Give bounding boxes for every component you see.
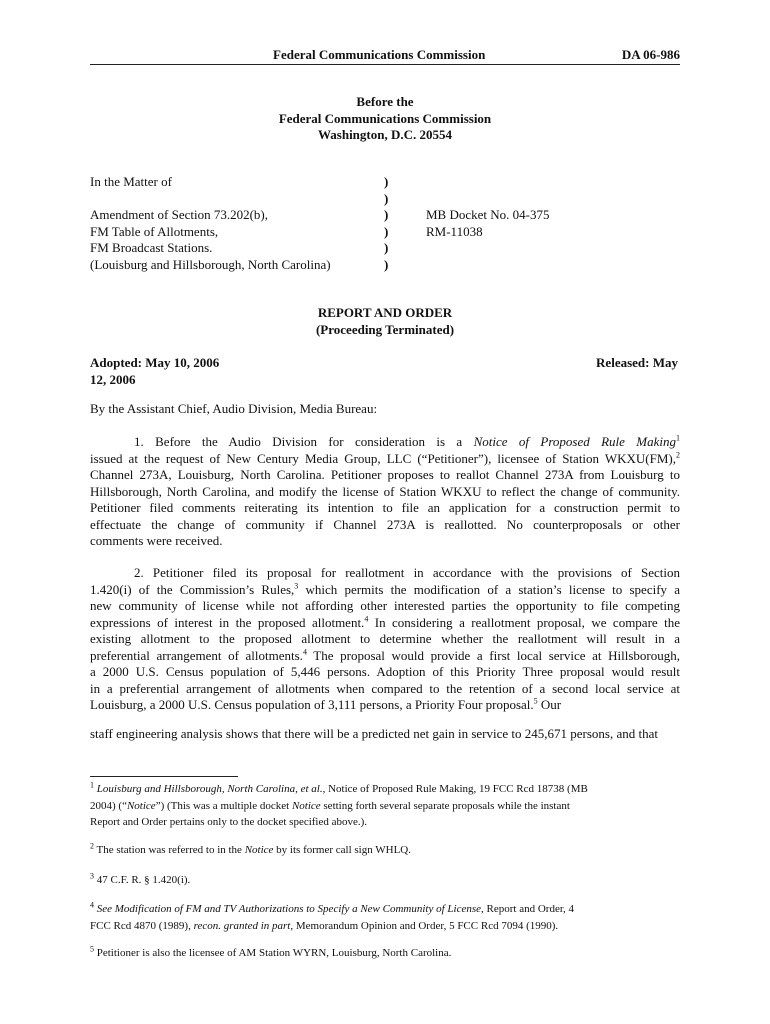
p2-line: new community of license while not affording other interested parties the opportunity to file competing	[90, 598, 680, 613]
p2-line: in a preferential arrangement of allotments when compared to the retention of a second local service at	[90, 680, 680, 696]
p2-line	[90, 615, 680, 632]
title-block	[90, 94, 680, 144]
header-doc-number: DA 06-986	[621, 47, 680, 62]
fn4-text: FCC Rcd 4870 (1989),	[90, 919, 194, 932]
p1-line	[90, 451, 680, 468]
continuation-line: staff engineering analysis shows that there will be a predicted net gain in service to 245,671 persons, and that	[90, 726, 658, 741]
footnote-ref[interactable]: 4	[364, 614, 369, 624]
fn2-line	[90, 842, 680, 859]
fn1-text: 2004) (“	[90, 799, 127, 812]
footnote-ref[interactable]: 1	[676, 433, 681, 443]
p2-text: expressions of interest in the proposed allotment.	[90, 614, 365, 630]
footnote-number: 4	[90, 900, 94, 910]
p2-text: which permits the modification of a station’s license to specify a	[298, 581, 680, 597]
caption-table: FM Table of Allotments,	[90, 223, 219, 239]
footnote-5	[90, 945, 680, 962]
adopted-line-2: 12, 2006	[90, 371, 136, 387]
footnote-ref[interactable]: 5	[533, 696, 538, 706]
caption-matter: In the Matter of	[90, 174, 172, 189]
caption-spacer	[90, 191, 380, 208]
fn1-italic: Louisburg and Hillsborough, North Carolina, et al.	[96, 783, 323, 795]
p2-line	[90, 697, 680, 714]
fn4-text: , Report and Order, 4	[481, 903, 575, 915]
footnote-number: 5	[90, 944, 94, 954]
fn1-italic: Notice	[291, 799, 321, 812]
footnote-number: 3	[90, 871, 94, 881]
p1-line	[90, 434, 680, 451]
paragraph-1	[90, 434, 680, 550]
p2-line	[90, 648, 680, 665]
paragraph-2	[90, 565, 680, 714]
paren: )	[384, 240, 389, 255]
caption-amendment: Amendment of Section 73.202(b),	[90, 207, 268, 222]
p2-text: Our	[537, 697, 562, 712]
fn1-text: ”) (This was a multiple docket	[155, 799, 292, 812]
footnote-4	[90, 901, 680, 934]
footnote-2	[90, 842, 680, 859]
p2-text: preferential arrangement of allotments.	[90, 647, 303, 663]
paren: )	[384, 207, 389, 222]
caption-left	[90, 174, 380, 273]
fn1-line: Report and Order pertains only to the docket specified above.).	[90, 816, 368, 828]
authority-line: By the Assistant Chief, Audio Division, Media Bureau:	[90, 401, 378, 416]
fn2-text: by its former call sign WHLQ.	[273, 844, 411, 856]
fn4-italic: See Modification of FM and TV Authorizations to Specify a New Community of License	[94, 903, 482, 915]
footnote-number: 2	[90, 841, 94, 851]
fn1-italic: Notice	[126, 799, 156, 812]
footnote-separator	[90, 776, 238, 777]
fn4-text: , Memorandum Opinion and Order, 5 FCC Rcd 7094 (1990).	[290, 919, 559, 932]
title-before: Before the	[356, 94, 414, 109]
fn5-text: Petitioner is also the licensee of AM Station WYRN, Louisburg, North Carolina.	[94, 947, 452, 959]
p1-line: Petitioner filed comments reiterating its intention to file an application for a construction permit to	[90, 500, 680, 515]
p1-text: issued at the request of New Century Media Group, LLC (“Petitioner”), licensee of Station WKXU(FM),	[90, 450, 676, 466]
footnote-ref[interactable]: 2	[676, 450, 680, 460]
fn4-line	[90, 918, 680, 935]
p2-text: The proposal would provide a first local service at Hillsborough,	[306, 647, 680, 663]
report-subtitle: (Proceeding Terminated)	[315, 321, 455, 337]
caption-docket: MB Docket No. 04-375	[426, 207, 550, 222]
p2-line: 2. Petitioner filed its proposal for reallotment in accordance with the provisions of Section	[134, 565, 680, 580]
fn3-line	[90, 872, 680, 889]
fn2-italic: Notice	[244, 844, 274, 856]
fn4-italic: recon. granted in part	[193, 919, 291, 932]
caption-right	[426, 207, 676, 240]
p2-text: 1.420(i) of the Commission’s Rules,	[90, 581, 295, 597]
fn1-line	[90, 798, 680, 815]
paren: )	[384, 190, 389, 206]
paren: )	[384, 256, 389, 272]
footnote-3	[90, 872, 680, 889]
running-header	[90, 46, 680, 65]
p1-text: 1. Before the Audio Division for consideration is a	[134, 434, 474, 449]
report-title-block	[90, 305, 680, 338]
caption-brackets	[384, 174, 394, 273]
title-agency: Federal Communications Commission	[278, 110, 492, 126]
released-date: Released: May	[596, 355, 678, 370]
paren: )	[384, 223, 389, 239]
fn3-text: 47 C.F. R. § 1.420(i).	[94, 874, 191, 886]
footnote-ref[interactable]: 3	[294, 581, 299, 591]
fn4-line	[90, 901, 680, 918]
p1-line: Hillsborough, North Carolina, and modify the license of Station WKXU to reflect the change of community.	[90, 483, 680, 499]
p2-line: existing allotment to the proposed allotment to determine whether the reallotment will result in a	[90, 631, 680, 646]
caption-rm: RM-11038	[426, 223, 483, 239]
fn1-text: setting forth several separate proposals while the instant	[320, 799, 570, 812]
fn1-text: , Notice of Proposed Rule Making, 19 FCC Rcd 18738 (MB	[322, 783, 588, 795]
p1-line: effectuate the change of community if Channel 273A is reallotted. No counterproposals or other	[90, 516, 680, 532]
p2-line: a 2000 U.S. Census population of 5,446 persons. Adoption of this Priority Three proposal would result	[90, 664, 680, 679]
fn5-line	[90, 945, 680, 962]
fn2-text: The station was referred to in the	[94, 844, 245, 856]
footnote-ref[interactable]: 4	[302, 647, 307, 657]
adopted-line-1: Adopted: May 10, 2006	[90, 355, 220, 370]
adopted-date	[90, 355, 290, 388]
p2-text: Louisburg, a 2000 U.S. Census population of 3,111 persons, a Priority Four proposal.	[90, 697, 534, 712]
p1-line: Channel 273A, Louisburg, North Carolina. Petitioner proposes to reallot Channel 273A from Louisburg to	[90, 467, 680, 482]
p1-italic: Notice of Proposed Rule Making	[473, 434, 677, 449]
report-title: REPORT AND ORDER	[317, 305, 453, 320]
title-address: Washington, D.C. 20554	[318, 127, 452, 142]
p1-line: comments were received.	[90, 533, 223, 548]
footnote-1	[90, 781, 680, 831]
p2-text: In considering a reallotment proposal, we compare the	[368, 614, 680, 630]
p2-line	[90, 582, 680, 599]
caption-stations: FM Broadcast Stations.	[90, 240, 213, 255]
fn1-line	[90, 781, 680, 798]
header-agency: Federal Communications Commission	[273, 47, 486, 62]
paren: )	[384, 174, 389, 189]
footnote-number: 1	[90, 780, 94, 790]
caption-locations: (Louisburg and Hillsborough, North Carolina)	[90, 256, 331, 272]
